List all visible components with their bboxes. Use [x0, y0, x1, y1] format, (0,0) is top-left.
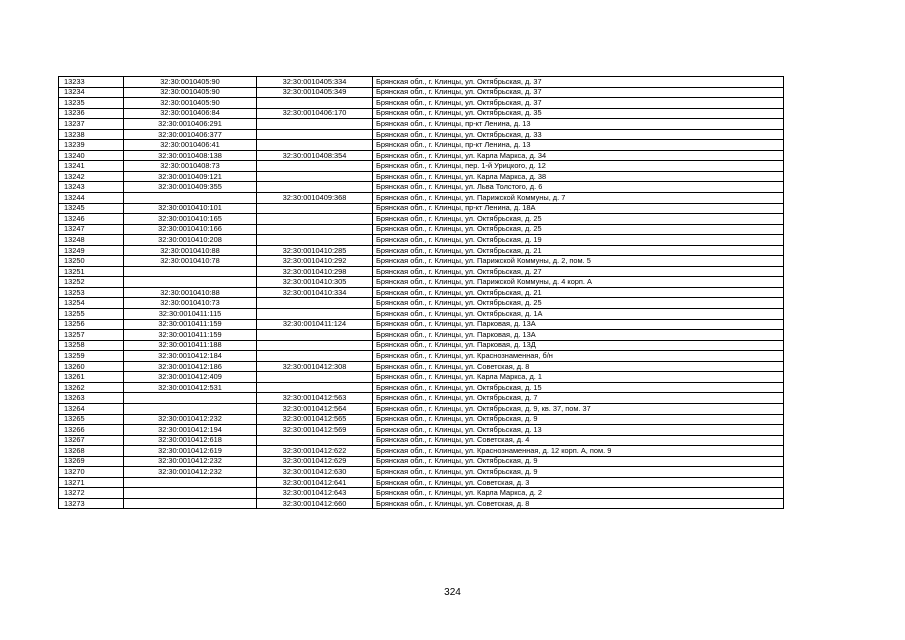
- table-row: [59, 171, 784, 182]
- row-number-cell: 13243: [59, 182, 124, 193]
- land-cadastral-number-cell: [124, 403, 257, 414]
- address-cell: Брянская обл., г. Клинцы, пр-кт Ленина, д. 18А: [373, 203, 784, 214]
- address-cell: Брянская обл., г. Клинцы, ул. Октябрьская, д. 13: [373, 425, 784, 436]
- table-row: [59, 446, 784, 457]
- table-row: [59, 456, 784, 467]
- table-row: [59, 256, 784, 267]
- land-cadastral-number-cell: 32:30:0010406:291: [124, 119, 257, 130]
- building-cadastral-number-cell: 32:30:0010411:124: [257, 319, 373, 330]
- building-cadastral-number-cell: [257, 298, 373, 309]
- land-cadastral-number-cell: 32:30:0010412:619: [124, 446, 257, 457]
- land-cadastral-number-cell: 32:30:0010410:88: [124, 287, 257, 298]
- cadastral-table: [58, 76, 784, 509]
- building-cadastral-number-cell: [257, 435, 373, 446]
- land-cadastral-number-cell: 32:30:0010408:138: [124, 150, 257, 161]
- land-cadastral-number-cell: 32:30:0010412:194: [124, 425, 257, 436]
- land-cadastral-number-cell: 32:30:0010412:186: [124, 361, 257, 372]
- land-cadastral-number-cell: 32:30:0010410:166: [124, 224, 257, 235]
- row-number-cell: 13264: [59, 403, 124, 414]
- building-cadastral-number-cell: 32:30:0010410:305: [257, 277, 373, 288]
- row-number-cell: 13241: [59, 161, 124, 172]
- address-cell: Брянская обл., г. Клинцы, ул. Октябрьская, д. 37: [373, 77, 784, 88]
- building-cadastral-number-cell: 32:30:0010412:643: [257, 488, 373, 499]
- land-cadastral-number-cell: 32:30:0010411:159: [124, 319, 257, 330]
- table-row: [59, 150, 784, 161]
- building-cadastral-number-cell: 32:30:0010410:334: [257, 287, 373, 298]
- table-row: [59, 129, 784, 140]
- address-cell: Брянская обл., г. Клинцы, ул. Октябрьская, д. 25: [373, 224, 784, 235]
- land-cadastral-number-cell: 32:30:0010408:73: [124, 161, 257, 172]
- row-number-cell: 13253: [59, 287, 124, 298]
- land-cadastral-number-cell: [124, 393, 257, 404]
- land-cadastral-number-cell: [124, 488, 257, 499]
- address-cell: Брянская обл., г. Клинцы, ул. Парковая, д. 13А: [373, 330, 784, 341]
- building-cadastral-number-cell: [257, 382, 373, 393]
- building-cadastral-number-cell: 32:30:0010406:170: [257, 108, 373, 119]
- land-cadastral-number-cell: [124, 498, 257, 509]
- table-row: [59, 340, 784, 351]
- address-cell: Брянская обл., г. Клинцы, ул. Парижской Коммуны, д. 2, пом. 5: [373, 256, 784, 267]
- row-number-cell: 13269: [59, 456, 124, 467]
- land-cadastral-number-cell: 32:30:0010412:232: [124, 456, 257, 467]
- address-cell: Брянская обл., г. Клинцы, ул. Октябрьская, д. 33: [373, 129, 784, 140]
- row-number-cell: 13266: [59, 425, 124, 436]
- address-cell: Брянская обл., г. Клинцы, ул. Октябрьская, д. 37: [373, 98, 784, 109]
- table-row: [59, 277, 784, 288]
- row-number-cell: 13244: [59, 193, 124, 204]
- table-row: [59, 224, 784, 235]
- building-cadastral-number-cell: 32:30:0010412:565: [257, 414, 373, 425]
- table-row: [59, 140, 784, 151]
- building-cadastral-number-cell: 32:30:0010412:629: [257, 456, 373, 467]
- building-cadastral-number-cell: [257, 235, 373, 246]
- land-cadastral-number-cell: 32:30:0010412:409: [124, 372, 257, 383]
- address-cell: Брянская обл., г. Клинцы, ул. Октябрьская, д. 25: [373, 298, 784, 309]
- building-cadastral-number-cell: 32:30:0010408:354: [257, 150, 373, 161]
- table-row: [59, 351, 784, 362]
- land-cadastral-number-cell: 32:30:0010411:115: [124, 309, 257, 320]
- table-row: [59, 287, 784, 298]
- building-cadastral-number-cell: 32:30:0010412:660: [257, 498, 373, 509]
- building-cadastral-number-cell: [257, 161, 373, 172]
- table-row: [59, 98, 784, 109]
- table-row: [59, 108, 784, 119]
- table-row: [59, 235, 784, 246]
- row-number-cell: 13248: [59, 235, 124, 246]
- land-cadastral-number-cell: 32:30:0010410:208: [124, 235, 257, 246]
- address-cell: Брянская обл., г. Клинцы, ул. Октябрьская, д. 19: [373, 235, 784, 246]
- building-cadastral-number-cell: [257, 309, 373, 320]
- row-number-cell: 13272: [59, 488, 124, 499]
- table-row: [59, 372, 784, 383]
- address-cell: Брянская обл., г. Клинцы, ул. Октябрьская, д. 21: [373, 245, 784, 256]
- address-cell: Брянская обл., г. Клинцы, ул. Карла Маркса, д. 1: [373, 372, 784, 383]
- address-cell: Брянская обл., г. Клинцы, ул. Льва Толстого, д. 6: [373, 182, 784, 193]
- address-cell: Брянская обл., г. Клинцы, пр-кт Ленина, д. 13: [373, 140, 784, 151]
- address-cell: Брянская обл., г. Клинцы, ул. Октябрьская, д. 1А: [373, 309, 784, 320]
- land-cadastral-number-cell: 32:30:0010410:78: [124, 256, 257, 267]
- address-cell: Брянская обл., г. Клинцы, ул. Октябрьская, д. 9: [373, 467, 784, 478]
- address-cell: Брянская обл., г. Клинцы, ул. Карла Маркса, д. 38: [373, 171, 784, 182]
- address-cell: Брянская обл., г. Клинцы, ул. Октябрьская, д. 35: [373, 108, 784, 119]
- land-cadastral-number-cell: 32:30:0010410:73: [124, 298, 257, 309]
- land-cadastral-number-cell: [124, 193, 257, 204]
- land-cadastral-number-cell: 32:30:0010405:90: [124, 87, 257, 98]
- address-cell: Брянская обл., г. Клинцы, пр-кт Ленина, д. 13: [373, 119, 784, 130]
- building-cadastral-number-cell: [257, 98, 373, 109]
- row-number-cell: 13246: [59, 214, 124, 225]
- land-cadastral-number-cell: 32:30:0010405:90: [124, 77, 257, 88]
- table-row: [59, 309, 784, 320]
- land-cadastral-number-cell: 32:30:0010410:101: [124, 203, 257, 214]
- building-cadastral-number-cell: 32:30:0010412:630: [257, 467, 373, 478]
- address-cell: Брянская обл., г. Клинцы, ул. Октябрьская, д. 25: [373, 214, 784, 225]
- address-cell: Брянская обл., г. Клинцы, пер. 1-й Урицкого, д. 12: [373, 161, 784, 172]
- page-number: 324: [444, 587, 461, 598]
- land-cadastral-number-cell: 32:30:0010406:41: [124, 140, 257, 151]
- row-number-cell: 13262: [59, 382, 124, 393]
- building-cadastral-number-cell: [257, 171, 373, 182]
- address-cell: Брянская обл., г. Клинцы, ул. Октябрьская, д. 27: [373, 266, 784, 277]
- row-number-cell: 13249: [59, 245, 124, 256]
- table-row: [59, 203, 784, 214]
- table-row: [59, 214, 784, 225]
- address-cell: Брянская обл., г. Клинцы, ул. Октябрьская, д. 21: [373, 287, 784, 298]
- building-cadastral-number-cell: [257, 214, 373, 225]
- land-cadastral-number-cell: 32:30:0010412:232: [124, 414, 257, 425]
- row-number-cell: 13265: [59, 414, 124, 425]
- land-cadastral-number-cell: 32:30:0010411:188: [124, 340, 257, 351]
- row-number-cell: 13260: [59, 361, 124, 372]
- building-cadastral-number-cell: [257, 372, 373, 383]
- building-cadastral-number-cell: 32:30:0010412:563: [257, 393, 373, 404]
- building-cadastral-number-cell: [257, 140, 373, 151]
- cadastral-table-body: [59, 77, 784, 509]
- building-cadastral-number-cell: 32:30:0010412:641: [257, 477, 373, 488]
- land-cadastral-number-cell: 32:30:0010412:184: [124, 351, 257, 362]
- table-row: [59, 425, 784, 436]
- row-number-cell: 13235: [59, 98, 124, 109]
- table-row: [59, 361, 784, 372]
- building-cadastral-number-cell: 32:30:0010412:564: [257, 403, 373, 414]
- table-row: [59, 393, 784, 404]
- table-row: [59, 414, 784, 425]
- land-cadastral-number-cell: 32:30:0010405:90: [124, 98, 257, 109]
- building-cadastral-number-cell: [257, 340, 373, 351]
- address-cell: Брянская обл., г. Клинцы, ул. Октябрьская, д. 9, кв. 37, пом. 37: [373, 403, 784, 414]
- table-row: [59, 477, 784, 488]
- building-cadastral-number-cell: [257, 330, 373, 341]
- address-cell: Брянская обл., г. Клинцы, ул. Парижской Коммуны, д. 4 корп. А: [373, 277, 784, 288]
- address-cell: Брянская обл., г. Клинцы, ул. Советская, д. 8: [373, 498, 784, 509]
- row-number-cell: 13245: [59, 203, 124, 214]
- table-row: [59, 319, 784, 330]
- table-row: [59, 298, 784, 309]
- address-cell: Брянская обл., г. Клинцы, ул. Октябрьская, д. 9: [373, 456, 784, 467]
- row-number-cell: 13255: [59, 309, 124, 320]
- row-number-cell: 13250: [59, 256, 124, 267]
- row-number-cell: 13233: [59, 77, 124, 88]
- row-number-cell: 13234: [59, 87, 124, 98]
- land-cadastral-number-cell: [124, 477, 257, 488]
- table-row: [59, 161, 784, 172]
- building-cadastral-number-cell: 32:30:0010409:368: [257, 193, 373, 204]
- building-cadastral-number-cell: [257, 351, 373, 362]
- building-cadastral-number-cell: 32:30:0010412:569: [257, 425, 373, 436]
- address-cell: Брянская обл., г. Клинцы, ул. Октябрьская, д. 7: [373, 393, 784, 404]
- table-row: [59, 245, 784, 256]
- building-cadastral-number-cell: [257, 182, 373, 193]
- row-number-cell: 13268: [59, 446, 124, 457]
- table-row: [59, 435, 784, 446]
- building-cadastral-number-cell: 32:30:0010405:349: [257, 87, 373, 98]
- building-cadastral-number-cell: 32:30:0010412:308: [257, 361, 373, 372]
- row-number-cell: 13242: [59, 171, 124, 182]
- row-number-cell: 13237: [59, 119, 124, 130]
- table-row: [59, 498, 784, 509]
- land-cadastral-number-cell: 32:30:0010410:88: [124, 245, 257, 256]
- row-number-cell: 13236: [59, 108, 124, 119]
- row-number-cell: 13258: [59, 340, 124, 351]
- land-cadastral-number-cell: [124, 266, 257, 277]
- address-cell: Брянская обл., г. Клинцы, ул. Карла Маркса, д. 2: [373, 488, 784, 499]
- land-cadastral-number-cell: 32:30:0010411:159: [124, 330, 257, 341]
- table-row: [59, 182, 784, 193]
- address-cell: Брянская обл., г. Клинцы, ул. Парковая, д. 13А: [373, 319, 784, 330]
- land-cadastral-number-cell: 32:30:0010412:531: [124, 382, 257, 393]
- address-cell: Брянская обл., г. Клинцы, ул. Советская, д. 8: [373, 361, 784, 372]
- building-cadastral-number-cell: [257, 129, 373, 140]
- row-number-cell: 13257: [59, 330, 124, 341]
- table-row: [59, 266, 784, 277]
- table-row: [59, 330, 784, 341]
- table-row: [59, 403, 784, 414]
- building-cadastral-number-cell: 32:30:0010410:285: [257, 245, 373, 256]
- building-cadastral-number-cell: [257, 203, 373, 214]
- address-cell: Брянская обл., г. Клинцы, ул. Парижской Коммуны, д. 7: [373, 193, 784, 204]
- row-number-cell: 13238: [59, 129, 124, 140]
- land-cadastral-number-cell: 32:30:0010406:84: [124, 108, 257, 119]
- row-number-cell: 13273: [59, 498, 124, 509]
- building-cadastral-number-cell: 32:30:0010412:622: [257, 446, 373, 457]
- row-number-cell: 13247: [59, 224, 124, 235]
- address-cell: Брянская обл., г. Клинцы, ул. Октябрьская, д. 9: [373, 414, 784, 425]
- address-cell: Брянская обл., г. Клинцы, ул. Октябрьская, д. 15: [373, 382, 784, 393]
- row-number-cell: 13239: [59, 140, 124, 151]
- address-cell: Брянская обл., г. Клинцы, ул. Советская, д. 4: [373, 435, 784, 446]
- row-number-cell: 13271: [59, 477, 124, 488]
- address-cell: Брянская обл., г. Клинцы, ул. Советская, д. 3: [373, 477, 784, 488]
- building-cadastral-number-cell: 32:30:0010405:334: [257, 77, 373, 88]
- land-cadastral-number-cell: 32:30:0010410:165: [124, 214, 257, 225]
- table-row: [59, 77, 784, 88]
- address-cell: Брянская обл., г. Клинцы, ул. Октябрьская, д. 37: [373, 87, 784, 98]
- building-cadastral-number-cell: 32:30:0010410:298: [257, 266, 373, 277]
- land-cadastral-number-cell: 32:30:0010406:377: [124, 129, 257, 140]
- address-cell: Брянская обл., г. Клинцы, ул. Парковая, д. 13Д: [373, 340, 784, 351]
- table-row: [59, 467, 784, 478]
- row-number-cell: 13263: [59, 393, 124, 404]
- address-cell: Брянская обл., г. Клинцы, ул. Карла Маркса, д. 34: [373, 150, 784, 161]
- row-number-cell: 13252: [59, 277, 124, 288]
- land-cadastral-number-cell: 32:30:0010409:121: [124, 171, 257, 182]
- land-cadastral-number-cell: [124, 277, 257, 288]
- row-number-cell: 13267: [59, 435, 124, 446]
- row-number-cell: 13251: [59, 266, 124, 277]
- row-number-cell: 13256: [59, 319, 124, 330]
- row-number-cell: 13240: [59, 150, 124, 161]
- row-number-cell: 13254: [59, 298, 124, 309]
- table-row: [59, 193, 784, 204]
- table-row: [59, 87, 784, 98]
- building-cadastral-number-cell: 32:30:0010410:292: [257, 256, 373, 267]
- land-cadastral-number-cell: 32:30:0010412:232: [124, 467, 257, 478]
- building-cadastral-number-cell: [257, 119, 373, 130]
- table-row: [59, 488, 784, 499]
- table-row: [59, 119, 784, 130]
- row-number-cell: 13259: [59, 351, 124, 362]
- address-cell: Брянская обл., г. Клинцы, ул. Краснознаменная, д. 12 корп. А, пом. 9: [373, 446, 784, 457]
- land-cadastral-number-cell: 32:30:0010412:618: [124, 435, 257, 446]
- address-cell: Брянская обл., г. Клинцы, ул. Краснознаменная, б/н: [373, 351, 784, 362]
- table-row: [59, 382, 784, 393]
- land-cadastral-number-cell: 32:30:0010409:355: [124, 182, 257, 193]
- building-cadastral-number-cell: [257, 224, 373, 235]
- row-number-cell: 13261: [59, 372, 124, 383]
- row-number-cell: 13270: [59, 467, 124, 478]
